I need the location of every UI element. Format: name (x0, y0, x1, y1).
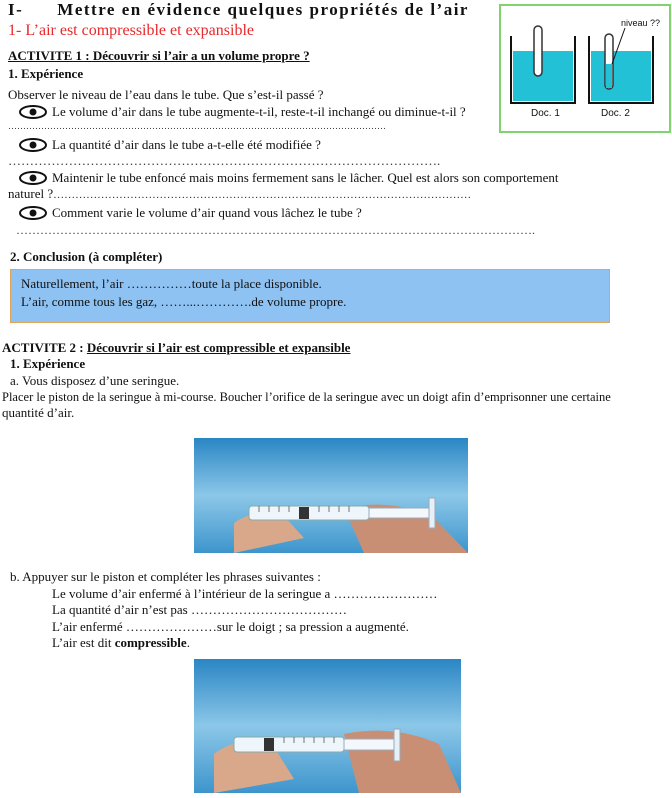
subsection-title: 1- L’air est compressible et expansible (8, 22, 254, 39)
doc1-water (513, 51, 573, 101)
answer-line-2: ………………………………………………………………………………………. (8, 153, 441, 168)
eye-icon (18, 206, 48, 220)
sentence-3: L’air enfermé …………………sur le doigt ; sa pression a augmenté. (52, 619, 409, 634)
activite1-title: ACTIVITE 1 : Découvrir si l’air a un volume propre ? (8, 48, 310, 63)
question-1: Le volume d’air dans le tube augmente-t-il, reste-t-il inchangé ou diminue-t-il ? (18, 104, 466, 120)
niveau-label: niveau ?? (621, 18, 661, 28)
conclusion-line-2: L’air, comme tous les gaz, ……...………….de volume propre. (21, 294, 347, 309)
instruction-line-1: Placer le piston de la seringue à mi-course. Boucher l’orifice de la seringue avec un doigt afin d’emprisonner une certaine (2, 390, 611, 404)
activite2-title: ACTIVITE 2 : Découvrir si l’air est compressible et expansible (2, 340, 351, 355)
doc2-water (591, 51, 651, 101)
section-number: I- (8, 0, 24, 19)
tube-figure (499, 4, 671, 133)
question-3-cont: naturel ?…………………………………………………………………………………………………… (8, 186, 472, 201)
question-3: Maintenir le tube enfoncé mais moins fermement sans le lâcher. Quel est alors son comportement (18, 170, 559, 186)
syringe-photo-2 (194, 659, 461, 793)
syringe-photo-1 (194, 438, 468, 553)
eye-icon (18, 171, 48, 185)
activite1-experience: 1. Expérience (8, 66, 84, 81)
step-b: b. Appuyer sur le piston et compléter les phrases suivantes : (10, 569, 321, 584)
activite2-experience: 1. Expérience (10, 356, 86, 371)
doc1-label: Doc. 1 (531, 108, 560, 119)
eye-icon (18, 105, 48, 119)
answer-line-4: …………………………………………………………………………………………………………………. (16, 223, 535, 237)
question-2: La quantité d’air dans le tube a-t-elle été modifiée ? (18, 137, 321, 153)
question-4: Comment varie le volume d’air quand vous lâchez le tube ? (18, 205, 362, 221)
eye-icon (18, 138, 48, 152)
sentence-4: L’air est dit compressible. (52, 635, 190, 650)
conclusion-heading: 2. Conclusion (à compléter) (10, 249, 163, 264)
observe-text: Observer le niveau de l’eau dans le tube. Que s’est-il passé ? (8, 87, 324, 102)
conclusion-line-1: Naturellement, l’air ……………toute la place disponible. (21, 276, 322, 291)
doc2-label: Doc. 2 (601, 108, 630, 119)
step-a: a. Vous disposez d’une seringue. (10, 373, 180, 388)
section-heading (8, 0, 469, 20)
section-title: Mettre en évidence quelques propriétés de l’air (57, 0, 469, 19)
conclusion-box (10, 269, 610, 323)
instruction-line-2: quantité d’air. (2, 405, 75, 420)
sentence-1: Le volume d’air enfermé à l’intérieur de la seringue a …………………… (52, 586, 438, 601)
answer-line-1: ……………………………………………………………………………………………………………… (8, 121, 386, 131)
doc1-tube (534, 26, 542, 76)
sentence-2: La quantité d’air n’est pas ……………………………… (52, 602, 347, 617)
